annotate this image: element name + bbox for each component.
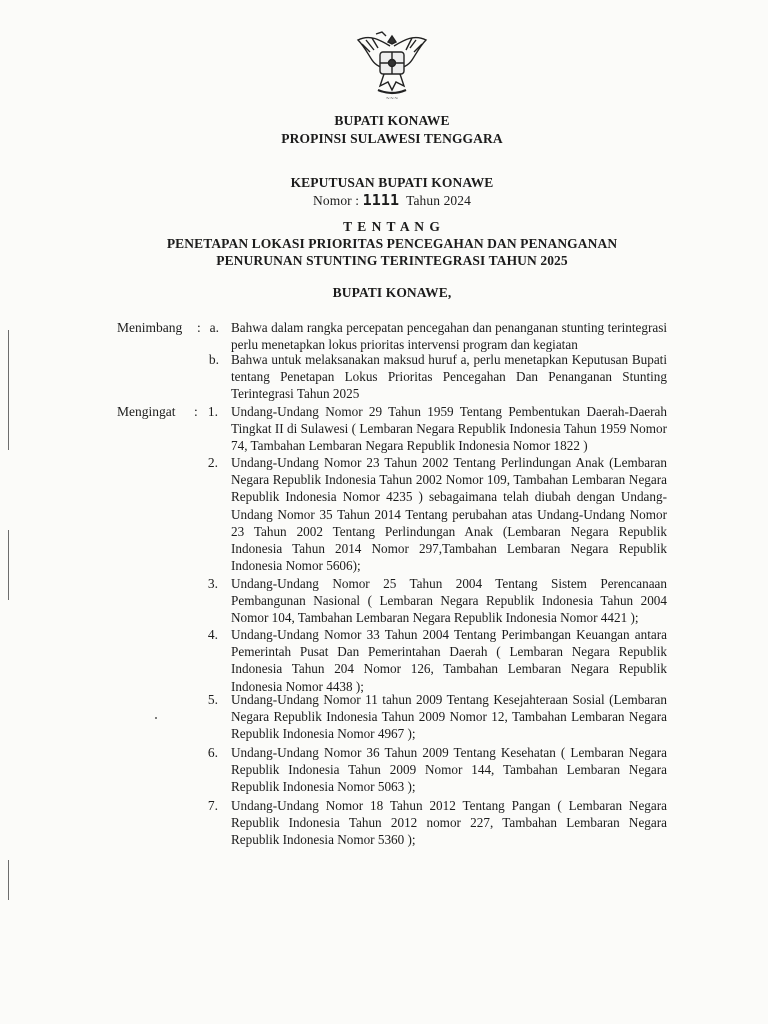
- province-title: PROPINSI SULAWESI TENGGARA: [281, 131, 503, 146]
- scan-speck: [155, 717, 157, 719]
- nomor-label: Nomor :: [313, 193, 360, 208]
- mengingat-label: Mengingat: [117, 404, 176, 419]
- mengingat-marker: 5.: [207, 692, 218, 707]
- regent-title: BUPATI KONAWE: [334, 113, 450, 128]
- mengingat-marker: 1.: [207, 404, 218, 419]
- menimbang-marker: b.: [208, 352, 219, 367]
- tahun-text: Tahun 2024: [406, 193, 471, 208]
- mengingat-marker: 6.: [207, 745, 218, 760]
- mengingat-marker: 3.: [207, 576, 218, 591]
- menimbang-marker: a.: [209, 320, 219, 335]
- mengingat-item-7: Undang-Undang Nomor 18 Tahun 2012 Tentang Pangan ( Lembaran Negara Republik Indonesia Tahun 2012 nomor 227, Tambahan Lembaran Negara Republik Indonesia Nomor 5360 );: [231, 798, 667, 848]
- tentang-heading: T E N T A N G: [343, 219, 441, 234]
- mengingat-item-3: Undang-Undang Nomor 25 Tahun 2004 Tentang Sistem Perencanaan Pembangunan Nasional ( Lembaran Negara Republik Indonesia Tahun 2004 Nomor 104, Tambahan Lembaran Negara Republik Indonesia Nomor 4421 );: [231, 576, 667, 626]
- scan-artifact-line: [8, 530, 9, 600]
- menimbang-item-a: Bahwa dalam rangka percepatan pencegahan dan penanganan stunting terintegrasi perlu menetapkan lokus prioritas intervensi program dan kegiatan: [231, 320, 667, 353]
- mengingat-item-6: Undang-Undang Nomor 36 Tahun 2009 Tentang Kesehatan ( Lembaran Negara Republik Indonesia Tahun 2009 Nomor 144, Tambahan Lembaran Negara Republik Indonesia Nomor 5063 );: [231, 745, 667, 795]
- mengingat-colon: :: [194, 404, 198, 419]
- mengingat-item-5: Undang-Undang Nomor 11 tahun 2009 Tentang Kesejahteraan Sosial (Lembaran Negara Republik Indonesia Tahun 2009 Nomor 12, Tambahan Lembaran Negara Republik Indonesia Nomor 4967 );: [231, 692, 667, 742]
- scan-artifact-line: [8, 860, 9, 900]
- mengingat-item-4: Undang-Undang Nomor 33 Tahun 2004 Tentang Perimbangan Keuangan antara Pemerintah Pusat Dan Pemerintahan Daerah ( Lembaran Negara Republik Indonesia Tahun 204 Nomor 126, Tambahan Lembaran Negara Republik Indonesia Nomor 4438 );: [231, 627, 667, 694]
- mengingat-marker: 7.: [207, 798, 218, 813]
- menimbang-label: Menimbang: [117, 320, 183, 335]
- menimbang-item-b: Bahwa untuk melaksanakan maksud huruf a, perlu menetapkan Keputusan Bupati tentang Penetapan Lokus Prioritas Pencegahan Dan Penanganan Stunting Terintegrasi Tahun 2025: [231, 352, 667, 402]
- mengingat-item-2: Undang-Undang Nomor 23 Tahun 2002 Tentang Perlindungan Anak (Lembaran Negara Republik Indonesia Tahun 2002 Nomor 109, Tambahan Lembaran Negara Republik Indonesia Nomor 4235 ) sebagaimana telah diubah dengan Undang-Undang Nomor 35 Tahun 2014 Tentang perubahan atas Undang-Undang Nomor 23 Tahun 2002 Tentang Perlindungan Anak (Lembaran Negara Republik Indonesia Tahun 2014 Nomor 297,Tambahan Lembaran Negara Republik Indonesia Nomor 5606);: [231, 455, 667, 574]
- subject-line-1: PENETAPAN LOKASI PRIORITAS PENCEGAHAN DAN PENANGANAN: [166, 236, 618, 251]
- garuda-emblem-icon: [350, 30, 434, 102]
- issuer-title: BUPATI KONAWE,: [332, 285, 452, 300]
- svg-text:~~~: ~~~: [385, 96, 399, 102]
- mengingat-marker: 2.: [207, 455, 218, 470]
- decree-title: KEPUTUSAN BUPATI KONAWE: [290, 175, 494, 190]
- subject-line-2: PENURUNAN STUNTING TERINTEGRASI TAHUN 2025: [216, 253, 568, 268]
- scan-artifact-line: [8, 330, 9, 450]
- mengingat-marker: 4.: [207, 627, 218, 642]
- mengingat-item-1: Undang-Undang Nomor 29 Tahun 1959 Tentang Pembentukan Daerah-Daerah Tingkat II di Sulawesi ( Lembaran Negara Republik Indonesia Tahun 1959 Nomor 74, Tambahan Lembaran Negara Republik Indonesia Nomor 1822 ): [231, 404, 667, 454]
- menimbang-colon: :: [197, 320, 201, 335]
- nomor-value: 1111: [362, 191, 400, 209]
- decree-number-line: [0, 191, 768, 209]
